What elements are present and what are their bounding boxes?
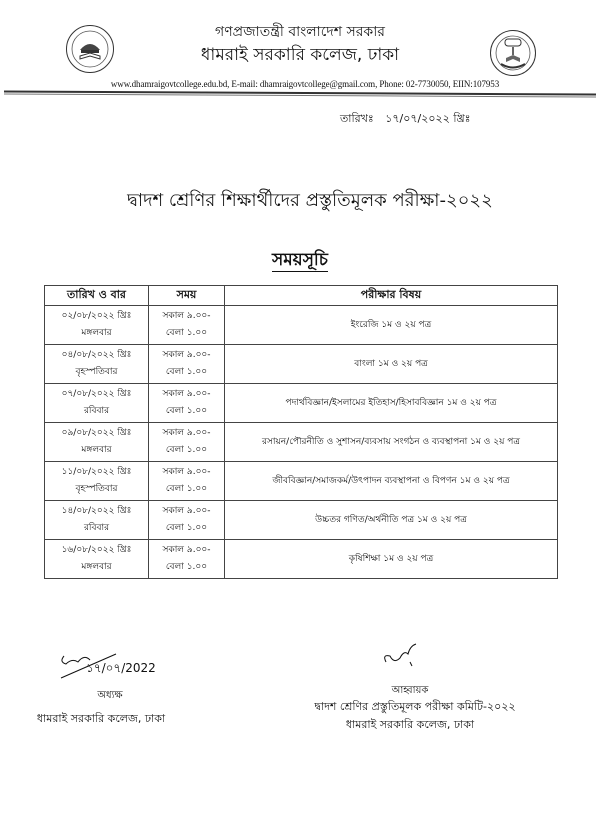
date-day-cell (45, 501, 149, 540)
row-time-end: বেলা ১.০০ (165, 484, 208, 494)
convener-org: ধামরাই সরকারি কলেজ, ঢাকা (345, 718, 475, 731)
row-time-start: সকাল ৯.০০- (162, 389, 211, 399)
principal-signature (56, 648, 166, 684)
schedule-table (44, 285, 558, 579)
subject-cell: বাংলা ১ম ও ২য় পত্র (225, 345, 558, 384)
signature-date: ১৭/০৭/2022 (86, 661, 156, 675)
table-row (45, 384, 558, 423)
row-time-start: সকাল ৯.০০- (162, 350, 211, 360)
principal-role: অধ্যক্ষ (97, 690, 123, 701)
row-time-end: বেলা ১.০০ (165, 328, 208, 338)
date-label: তারিখঃ (340, 112, 374, 125)
handwritten-signature-icon (380, 640, 424, 676)
table-row (45, 462, 558, 501)
row-time-start: সকাল ৯.০০- (162, 311, 211, 321)
time-cell (149, 423, 225, 462)
row-time-end: বেলা ১.০০ (165, 367, 208, 377)
time-cell (149, 501, 225, 540)
subject-cell: পদার্থবিজ্ঞান/ইসলামের ইতিহাস/হিসাববিজ্ঞান ১ম ও ২য় পত্র (225, 384, 558, 423)
row-time-end: বেলা ১.০০ (165, 523, 208, 533)
time-cell (149, 345, 225, 384)
time-cell (149, 306, 225, 345)
subject-cell: জীববিজ্ঞান/সমাজকর্ম/উৎপাদন ব্যবস্থাপনা ও বিপণন ১ম ও ২য় পত্র (225, 462, 558, 501)
subject-cell: রসায়ন/পৌরনীতি ও সুশাসন/ব্যবসায় সংগঠন ও ব্যবস্থাপনা ১ম ও ২য় পত্র (225, 423, 558, 462)
date-value: ১৭/০৭/২০২২ খ্রিঃ (385, 112, 471, 125)
row-day: বৃহস্পতিবার (75, 484, 118, 494)
table-header-row (45, 286, 558, 306)
row-day: মঙ্গলবার (81, 562, 112, 572)
header-subject: পরীক্ষার বিষয় (225, 286, 558, 306)
row-time-end: বেলা ১.০০ (165, 445, 208, 455)
government-heading: গণপ্রজাতন্ত্রী বাংলাদেশ সরকার (215, 24, 385, 40)
time-cell (149, 384, 225, 423)
row-time-start: সকাল ৯.০০- (162, 545, 211, 555)
row-day: রবিবার (83, 406, 110, 416)
row-time-end: বেলা ১.০০ (165, 562, 208, 572)
row-time-end: বেলা ১.০০ (165, 406, 208, 416)
row-date: ১১/০৮/২০২২ খ্রিঃ (61, 467, 132, 477)
row-date: ০৪/০৮/২০২২ খ্রিঃ (61, 350, 132, 360)
contact-line: www.dhamraigovtcollege.edu.bd, E-mail: dhamraigovtcollege@gmail.com, Phone: 02-7730050, EIIN:107953 (110, 79, 500, 89)
header-date-day: তারিখ ও বার (45, 286, 149, 306)
row-day: মঙ্গলবার (81, 328, 112, 338)
convener-role: আহ্বায়ক (391, 685, 429, 696)
subject-cell: উচ্চতর গণিত/অর্থনীতি পত্র ১ম ও ২য় পত্র (225, 501, 558, 540)
table-row (45, 423, 558, 462)
college-logo-right (490, 30, 536, 76)
row-day: মঙ্গলবার (81, 445, 112, 455)
table-row (45, 306, 558, 345)
date-day-cell (45, 384, 149, 423)
row-date: ০৯/০৮/২০২২ খ্রিঃ (61, 428, 132, 438)
row-date: ০২/০৮/২০২২ খ্রিঃ (61, 311, 132, 321)
row-day: রবিবার (83, 523, 110, 533)
subject-cell: ইংরেজি ১ম ও ২য় পত্র (225, 306, 558, 345)
row-day: বৃহস্পতিবার (75, 367, 118, 377)
table-row (45, 345, 558, 384)
table-row (45, 540, 558, 579)
date-day-cell (45, 423, 149, 462)
committee-name: দ্বাদশ শ্রেণির প্রস্তুতিমূলক পরীক্ষা কমিটি-২০২২ (314, 700, 516, 713)
handwritten-signature-icon (56, 648, 166, 684)
time-cell (149, 540, 225, 579)
header-time: সময় (149, 286, 225, 306)
subject-cell: কৃষিশিক্ষা ১ম ও ২য় পত্র (225, 540, 558, 579)
row-date: ১৬/০৮/২০২২ খ্রিঃ (61, 545, 132, 555)
row-date: ০৭/০৮/২০২২ খ্রিঃ (61, 389, 132, 399)
date-day-cell (45, 462, 149, 501)
date-day-cell (45, 345, 149, 384)
principal-org: ধামরাই সরকারি কলেজ, ঢাকা (36, 712, 166, 725)
subtitle-text: সময়সূচি (272, 250, 328, 270)
emblem-icon (67, 26, 113, 72)
date-day-cell (45, 540, 149, 579)
row-time-start: সকাল ৯.০০- (162, 506, 211, 516)
document-subtitle (200, 247, 400, 275)
time-cell (149, 462, 225, 501)
table-row (45, 501, 558, 540)
college-logo-left (66, 25, 114, 73)
dgc-emblem-icon (491, 31, 535, 75)
date-line (340, 110, 471, 129)
date-day-cell (45, 306, 149, 345)
row-time-start: সকাল ৯.০০- (162, 428, 211, 438)
college-name: ধামরাই সরকারি কলেজ, ঢাকা (200, 45, 400, 65)
document-title: দ্বাদশ শ্রেণির শিক্ষার্থীদের প্রস্তুতিমূলক পরীক্ষা-২০২২ (127, 190, 493, 211)
convener-signature (380, 640, 424, 676)
row-date: ১৪/০৮/২০২২ খ্রিঃ (61, 506, 132, 516)
row-time-start: সকাল ৯.০০- (162, 467, 211, 477)
